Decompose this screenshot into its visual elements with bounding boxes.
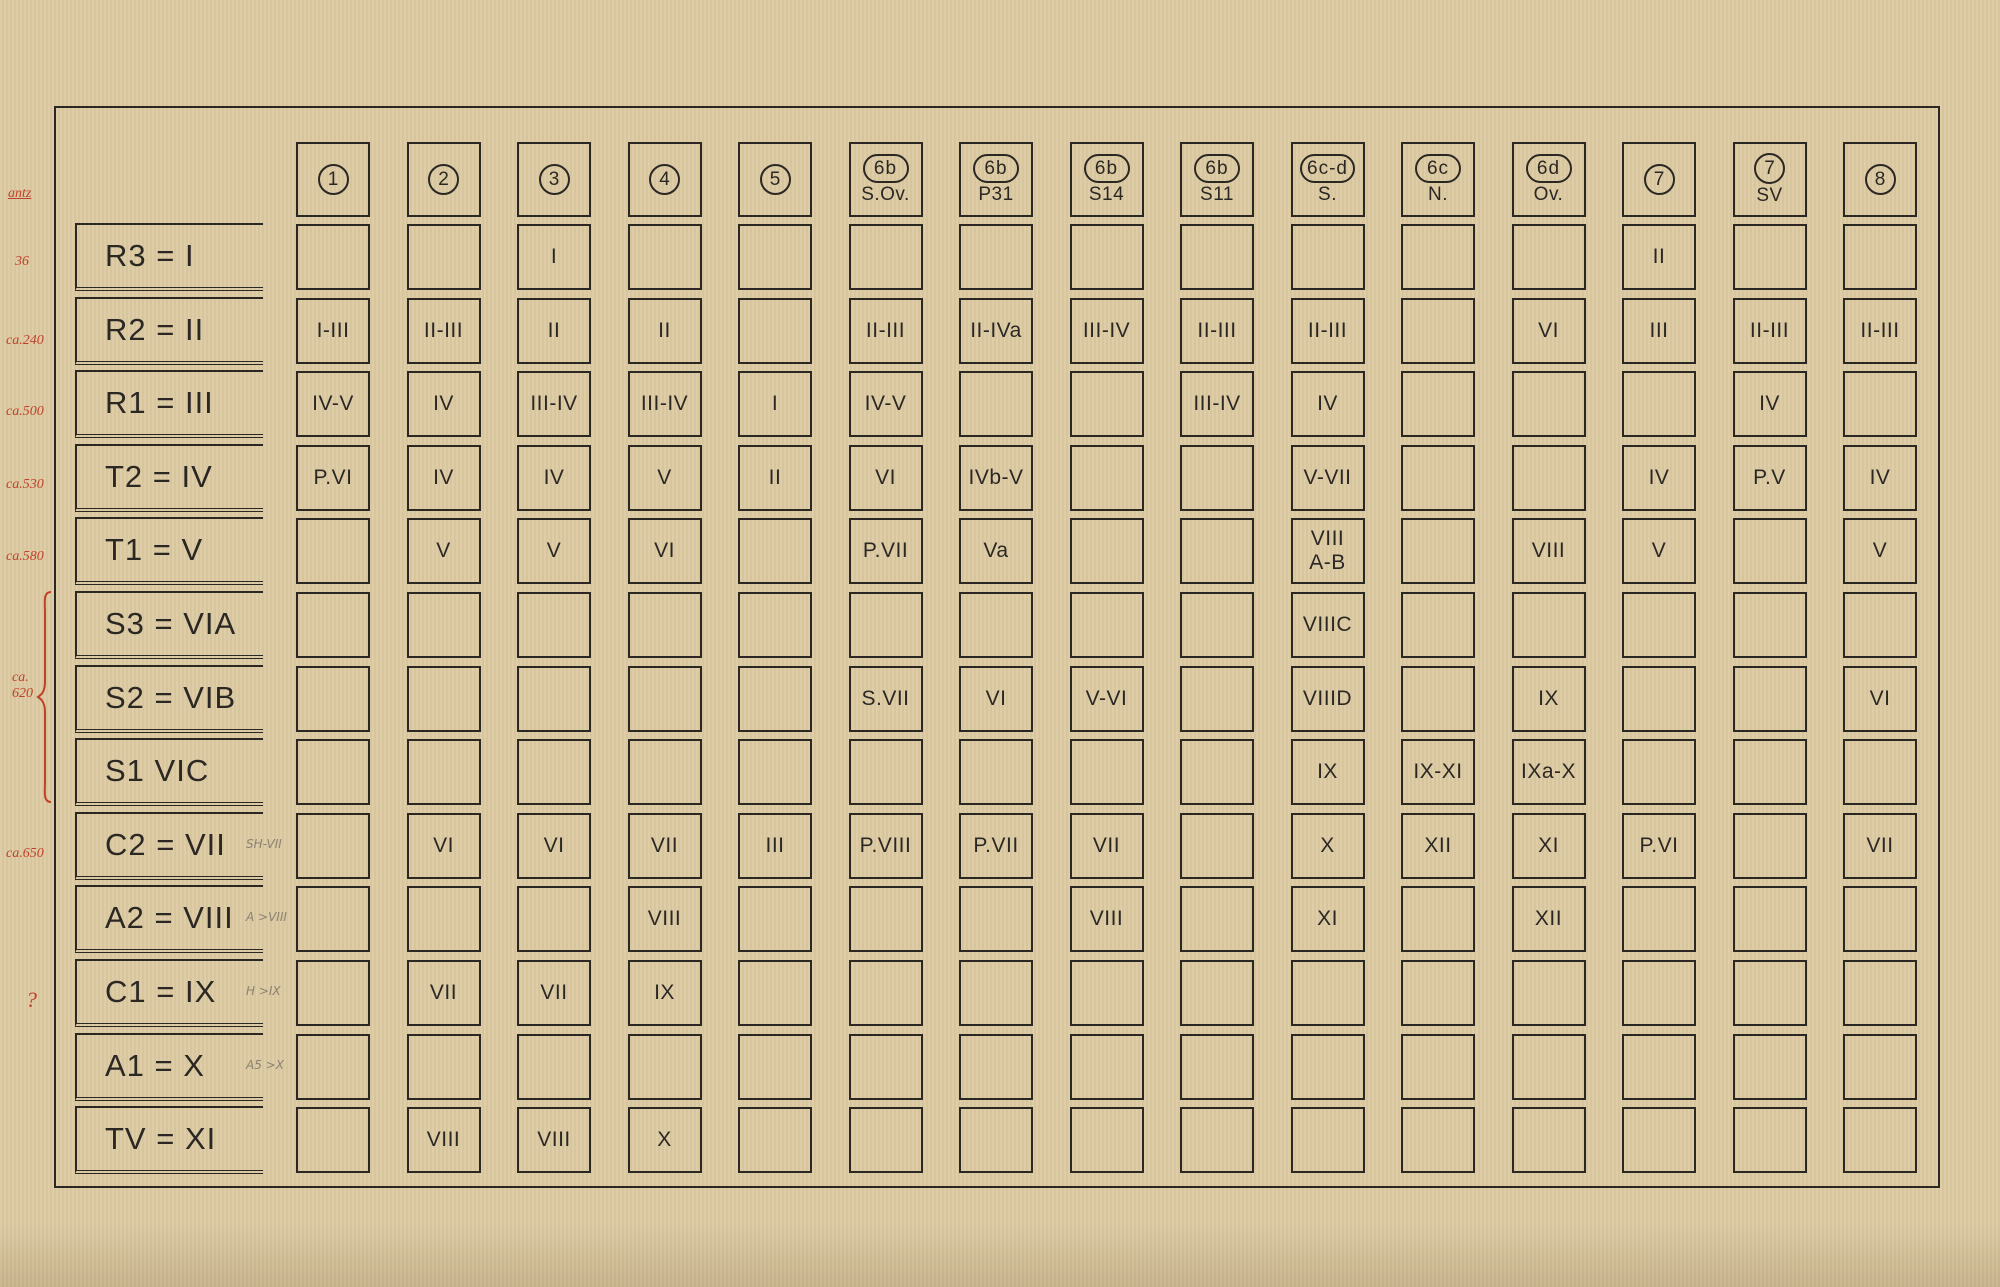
grid-cell: V — [517, 518, 591, 584]
grid-cell — [1070, 445, 1144, 511]
grid-cell — [959, 886, 1033, 952]
grid-cell: III — [738, 813, 812, 879]
grid-cell — [849, 739, 923, 805]
grid-cell: Va — [959, 518, 1033, 584]
grid-cell: VI — [517, 813, 591, 879]
circled-number: 2 — [428, 164, 459, 195]
grid-cell — [1401, 445, 1475, 511]
grid-cell: P.VI — [1622, 813, 1696, 879]
grid-cell — [628, 224, 702, 290]
grid-cell: IV — [1622, 445, 1696, 511]
grid-cell: VII — [407, 960, 481, 1026]
grid-cell: IX — [1512, 666, 1586, 732]
row-label: A1 = X — [75, 1033, 263, 1101]
row-label: R2 = II — [75, 297, 263, 365]
column-header — [1512, 142, 1586, 217]
grid-cell — [1401, 371, 1475, 437]
margin-note: ca.500 — [6, 404, 44, 419]
grid-cell — [738, 739, 812, 805]
oval-label: 6b — [1084, 154, 1130, 183]
grid-cell — [1843, 592, 1917, 658]
grid-cell — [1843, 1107, 1917, 1173]
column-subtitle: S.Ov. — [861, 183, 910, 205]
margin-note: ca.530 — [6, 477, 44, 492]
column-header — [296, 142, 370, 217]
grid-cell — [1070, 739, 1144, 805]
grid-cell — [1733, 518, 1807, 584]
grid-cell: IXa-X — [1512, 739, 1586, 805]
grid-cell — [1401, 298, 1475, 364]
grid-cell — [296, 224, 370, 290]
oval-label: 6c-d — [1300, 154, 1355, 183]
grid-cell — [959, 224, 1033, 290]
margin-note: ca.650 — [6, 846, 44, 861]
grid-cell — [1843, 224, 1917, 290]
grid-cell: P.VII — [959, 813, 1033, 879]
grid-cell — [628, 1034, 702, 1100]
row-label: R3 = I — [75, 223, 263, 291]
grid-cell — [959, 592, 1033, 658]
grid-cell — [1180, 886, 1254, 952]
grid-cell: V — [1843, 518, 1917, 584]
grid-cell — [1401, 518, 1475, 584]
grid-cell: P.V — [1733, 445, 1807, 511]
grid-cell — [1622, 371, 1696, 437]
grid-cell: II-III — [1291, 298, 1365, 364]
grid-cell: VIII — [628, 886, 702, 952]
grid-cell: II-III — [849, 298, 923, 364]
grid-cell — [1291, 1034, 1365, 1100]
grid-cell — [959, 739, 1033, 805]
grid-cell: V — [407, 518, 481, 584]
column-header — [1622, 142, 1696, 217]
grid-cell — [1070, 371, 1144, 437]
circled-number: 8 — [1865, 164, 1896, 195]
column-subtitle: Ov. — [1533, 183, 1564, 205]
column-header — [1733, 142, 1807, 217]
column-header — [1180, 142, 1254, 217]
row-label: C1 = IX — [75, 959, 263, 1027]
grid-cell — [1070, 1034, 1144, 1100]
column-header — [849, 142, 923, 217]
oval-label: 6b — [973, 154, 1019, 183]
grid-cell — [296, 1034, 370, 1100]
column-header — [407, 142, 481, 217]
grid-cell: IV-V — [296, 371, 370, 437]
row-label: TV = XI — [75, 1106, 263, 1174]
grid-cell — [1622, 960, 1696, 1026]
grid-cell — [1401, 666, 1475, 732]
pencil-note: A5 >X — [246, 1057, 284, 1072]
grid-cell — [1291, 960, 1365, 1026]
grid-cell — [1180, 739, 1254, 805]
grid-cell — [1733, 960, 1807, 1026]
grid-cell — [296, 813, 370, 879]
margin-note: ca.240 — [6, 333, 44, 348]
grid-cell — [296, 1107, 370, 1173]
grid-cell — [1622, 739, 1696, 805]
grid-cell — [1512, 224, 1586, 290]
grid-cell: VI — [1512, 298, 1586, 364]
grid-cell — [1512, 1034, 1586, 1100]
grid-cell: X — [1291, 813, 1365, 879]
grid-cell: III-IV — [628, 371, 702, 437]
grid-cell: VI — [959, 666, 1033, 732]
grid-cell: XI — [1291, 886, 1365, 952]
grid-cell: VI — [628, 518, 702, 584]
column-header — [1291, 142, 1365, 217]
grid-cell — [1070, 1107, 1144, 1173]
grid-cell — [1291, 1107, 1365, 1173]
grid-cell — [1733, 592, 1807, 658]
grid-cell: XII — [1401, 813, 1475, 879]
grid-cell — [407, 739, 481, 805]
grid-cell — [407, 666, 481, 732]
grid-cell — [1512, 592, 1586, 658]
row-label: T2 = IV — [75, 444, 263, 512]
grid-cell — [1843, 886, 1917, 952]
pencil-note: SH-VII — [246, 836, 282, 851]
column-header — [959, 142, 1033, 217]
row-label: R1 = III — [75, 370, 263, 438]
grid-cell: II — [738, 445, 812, 511]
grid-cell: III — [1622, 298, 1696, 364]
grid-cell — [1401, 592, 1475, 658]
grid-cell — [1180, 445, 1254, 511]
grid-cell — [959, 371, 1033, 437]
grid-cell: III-IV — [1180, 371, 1254, 437]
column-subtitle: SV — [1756, 184, 1783, 206]
grid-cell — [296, 518, 370, 584]
grid-cell — [296, 739, 370, 805]
grid-cell: VIIID — [1291, 666, 1365, 732]
pencil-note: H >IX — [246, 984, 281, 998]
grid-cell — [849, 1107, 923, 1173]
red-brace-mark — [36, 590, 54, 804]
grid-cell — [1180, 813, 1254, 879]
row-label: T1 = V — [75, 517, 263, 585]
grid-cell — [1291, 224, 1365, 290]
grid-cell — [1622, 666, 1696, 732]
grid-cell: XI — [1512, 813, 1586, 879]
column-subtitle: N. — [1428, 183, 1448, 205]
oval-label: 6c — [1415, 154, 1461, 183]
grid-cell — [959, 960, 1033, 1026]
grid-cell — [628, 739, 702, 805]
row-label: S3 = VIA — [75, 591, 263, 659]
grid-cell — [296, 666, 370, 732]
circled-number: 5 — [760, 164, 791, 195]
grid-cell — [1401, 224, 1475, 290]
grid-cell: IV-V — [849, 371, 923, 437]
row-label: S2 = VIB — [75, 665, 263, 733]
grid-cell — [959, 1034, 1033, 1100]
grid-cell: VIII — [1070, 886, 1144, 952]
column-header — [1401, 142, 1475, 217]
grid-cell — [738, 592, 812, 658]
grid-cell — [1401, 960, 1475, 1026]
grid-cell: S.VII — [849, 666, 923, 732]
grid-cell — [1180, 224, 1254, 290]
grid-cell: V — [628, 445, 702, 511]
grid-cell: VII — [1843, 813, 1917, 879]
grid-cell — [407, 592, 481, 658]
grid-cell — [407, 1034, 481, 1100]
grid-cell — [1180, 518, 1254, 584]
grid-cell — [1401, 886, 1475, 952]
column-subtitle: S14 — [1088, 183, 1125, 205]
grid-cell — [738, 666, 812, 732]
grid-cell: VIII — [1512, 518, 1586, 584]
grid-cell: II-III — [1733, 298, 1807, 364]
grid-cell: VIII A-B — [1291, 518, 1365, 584]
row-label: S1 VIC — [75, 738, 263, 806]
grid-cell — [849, 960, 923, 1026]
grid-cell — [628, 666, 702, 732]
margin-note: ? — [26, 987, 37, 1012]
grid-cell — [849, 1034, 923, 1100]
grid-cell — [1070, 518, 1144, 584]
grid-cell: P.VII — [849, 518, 923, 584]
grid-cell — [1843, 1034, 1917, 1100]
grid-cell — [1622, 1034, 1696, 1100]
grid-cell — [1843, 371, 1917, 437]
grid-cell — [1512, 1107, 1586, 1173]
margin-note: antz — [8, 186, 32, 201]
grid-cell — [517, 592, 591, 658]
grid-cell: II-IVa — [959, 298, 1033, 364]
grid-cell — [296, 960, 370, 1026]
grid-cell — [628, 592, 702, 658]
grid-cell — [1733, 1107, 1807, 1173]
grid-cell: VII — [517, 960, 591, 1026]
grid-cell — [1070, 960, 1144, 1026]
grid-cell — [1733, 666, 1807, 732]
grid-cell — [1180, 1034, 1254, 1100]
grid-cell: V-VII — [1291, 445, 1365, 511]
grid-cell: IX — [1291, 739, 1365, 805]
grid-cell: II-III — [1843, 298, 1917, 364]
grid-cell: VIII — [407, 1107, 481, 1173]
grid-cell — [1622, 1107, 1696, 1173]
grid-cell — [738, 1107, 812, 1173]
grid-cell — [1622, 886, 1696, 952]
grid-cell — [517, 739, 591, 805]
grid-cell — [1733, 1034, 1807, 1100]
grid-cell: II — [628, 298, 702, 364]
grid-cell: VIIIC — [1291, 592, 1365, 658]
grid-cell — [1401, 1034, 1475, 1100]
grid-cell: VI — [1843, 666, 1917, 732]
column-subtitle: P31 — [978, 183, 1014, 205]
grid-cell: VI — [849, 445, 923, 511]
grid-cell — [1180, 1107, 1254, 1173]
grid-cell — [296, 592, 370, 658]
circled-number: 4 — [649, 164, 680, 195]
grid-cell — [1180, 960, 1254, 1026]
margin-note: 36 — [15, 254, 29, 269]
grid-cell: V-VI — [1070, 666, 1144, 732]
grid-cell: IV — [407, 445, 481, 511]
grid-cell — [407, 224, 481, 290]
grid-cell: II — [1622, 224, 1696, 290]
grid-cell — [1843, 739, 1917, 805]
grid-cell — [517, 886, 591, 952]
grid-cell: III-IV — [517, 371, 591, 437]
grid-cell: IV — [1843, 445, 1917, 511]
grid-cell: II — [517, 298, 591, 364]
grid-cell: IV — [517, 445, 591, 511]
grid-cell: IX-XI — [1401, 739, 1475, 805]
grid-cell: V — [1622, 518, 1696, 584]
grid-cell — [1070, 224, 1144, 290]
column-header — [738, 142, 812, 217]
grid-cell: II-III — [1180, 298, 1254, 364]
grid-cell: II-III — [407, 298, 481, 364]
grid-cell — [1512, 371, 1586, 437]
grid-cell — [738, 298, 812, 364]
grid-cell: IV — [407, 371, 481, 437]
circled-number: 7 — [1644, 164, 1675, 195]
margin-note: ca. 620 — [12, 670, 33, 701]
grid-cell: VII — [628, 813, 702, 879]
grid-cell — [849, 592, 923, 658]
grid-cell: VII — [1070, 813, 1144, 879]
grid-cell — [738, 518, 812, 584]
grid-cell — [1401, 1107, 1475, 1173]
grid-cell: VIII — [517, 1107, 591, 1173]
grid-cell: P.VIII — [849, 813, 923, 879]
grid-cell — [1733, 813, 1807, 879]
circled-number: 7 — [1754, 153, 1785, 184]
column-subtitle: S. — [1318, 183, 1337, 205]
grid-cell — [407, 886, 481, 952]
grid-cell: VI — [407, 813, 481, 879]
oval-label: 6b — [1194, 154, 1240, 183]
grid-cell — [296, 886, 370, 952]
circled-number: 3 — [539, 164, 570, 195]
grid-cell — [1070, 592, 1144, 658]
grid-cell: IVb-V — [959, 445, 1033, 511]
row-label: C2 = VII — [75, 812, 263, 880]
grid-cell — [849, 886, 923, 952]
grid-cell: I — [738, 371, 812, 437]
column-header — [517, 142, 591, 217]
column-header — [628, 142, 702, 217]
grid-cell — [1512, 960, 1586, 1026]
grid-cell — [517, 1034, 591, 1100]
grid-cell — [1843, 960, 1917, 1026]
grid-cell — [738, 886, 812, 952]
grid-cell — [517, 666, 591, 732]
row-label: A2 = VIII — [75, 885, 263, 953]
grid-cell — [1733, 886, 1807, 952]
grid-cell: IV — [1733, 371, 1807, 437]
grid-cell: XII — [1512, 886, 1586, 952]
grid-cell: P.VI — [296, 445, 370, 511]
grid-cell: I-III — [296, 298, 370, 364]
grid-cell: IV — [1291, 371, 1365, 437]
grid-cell: X — [628, 1107, 702, 1173]
grid-cell: IX — [628, 960, 702, 1026]
grid-cell: I — [517, 224, 591, 290]
column-header — [1843, 142, 1917, 217]
grid-cell — [1622, 592, 1696, 658]
grid-cell — [849, 224, 923, 290]
grid-cell — [1180, 592, 1254, 658]
column-subtitle: S11 — [1200, 183, 1234, 205]
margin-note: ca.580 — [6, 549, 44, 564]
oval-label: 6b — [863, 154, 909, 183]
grid-cell — [1180, 666, 1254, 732]
grid-cell: III-IV — [1070, 298, 1144, 364]
grid-cell — [1733, 224, 1807, 290]
column-header — [1070, 142, 1144, 217]
circled-number: 1 — [318, 164, 349, 195]
grid-cell — [738, 224, 812, 290]
grid-cell — [738, 960, 812, 1026]
oval-label: 6d — [1526, 154, 1572, 183]
grid-cell — [1733, 739, 1807, 805]
grid-cell — [1512, 445, 1586, 511]
pencil-note: A >VIII — [246, 910, 287, 925]
grid-cell — [959, 1107, 1033, 1173]
grid-cell — [738, 1034, 812, 1100]
